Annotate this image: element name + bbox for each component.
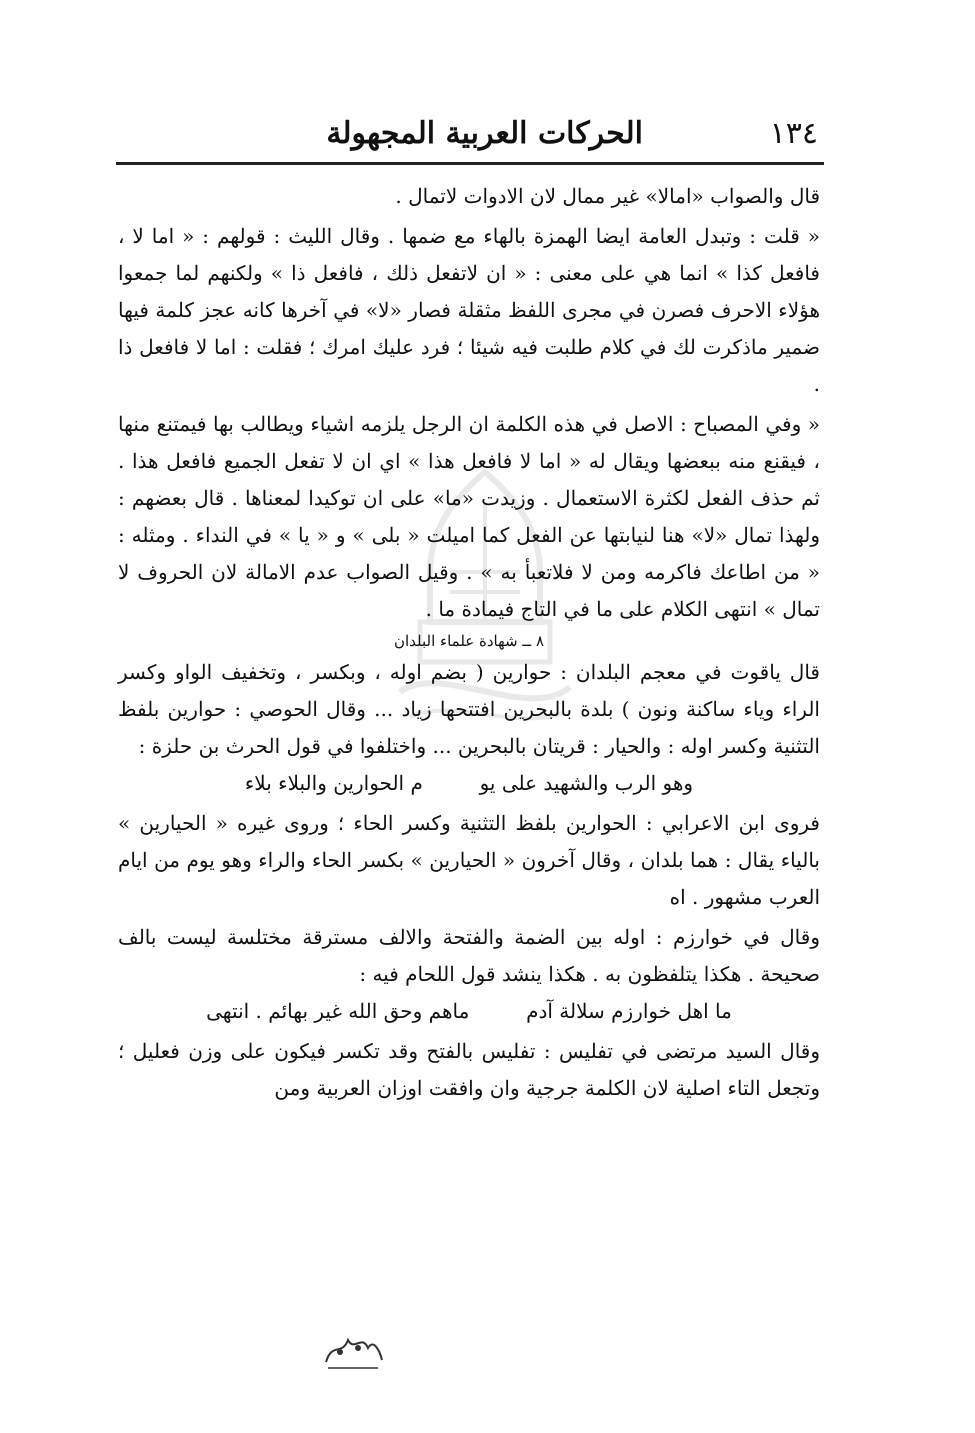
paragraph: فروى ابن الاعرابي : الحوارين بلفظ التثنية وكسر الحاء ؛ وروى غيره « الحيارين » بالياء يقال : هما بلدان ، وقال آخرون « الحيارين » بكسر الحاء والراء وهو يوم من ايام العرب مشهور . اه (118, 811, 820, 909)
running-title: الحركات العربية المجهولة (326, 116, 643, 151)
paragraph: « وفي المصباح : الاصل في هذه الكلمة ان الرجل يلزمه اشياء ويطالب بها فيمتنع منها ، فيقنع منه ببعضها ويقال له « اما لا فافعل هذا » اي ان لا تفعل الجميع فافعل هذا . ثم حذف الفعل لكثرة الاستعمال . وزيدت «ما» على ان توكيدا لمعناها . قال بعضهم : ولهذا تمال «لا» هنا لنيابتها عن الفعل كما اميلت « بلى » و « يا » في النداء . ومثله : « من اطاعك فاكرمه ومن لا فلاتعبأ به » . وقيل الصواب عدم الامالة لان الحروف لا تمال » انتهى الكلام على ما في التاج فيمادة ما . (118, 412, 820, 621)
page-header (118, 112, 818, 156)
paragraph: قال ياقوت في معجم البلدان : حوارين ( بضم اوله ، وبكسر ، وتخفيف الواو وكسر الراء وياء ساكنة ونون ) بلدة بالبحرين افتتحها زياد ... وقال الحوصي : حوارين بلفظ التثنية وكسر اوله : والحيار : قريتان بالبحرين ... واختلفوا في قول الحرث بن حلزة : (118, 660, 820, 758)
ornament-stamp-icon (318, 1322, 388, 1378)
verse-hemistich-2: م الحوارين والبلاء بلاء (244, 771, 423, 795)
paragraph: وقال في خوارزم : اوله بين الضمة والفتحة والالف مسترقة مختلسة ليست بالف صحيحة . هكذا يتلفظون به . هكذا ينشد قول اللحام فيه : (118, 925, 820, 986)
verse-hemistich-2: ماهم وحق الله غير بهائم . انتهى (206, 999, 470, 1023)
poem-verse (118, 993, 820, 1030)
page-body (118, 178, 820, 1107)
verse-hemistich-1: ما اهل خوارزم سلالة آدم (526, 999, 732, 1023)
paragraph: وقال السيد مرتضى في تفليس : تفليس بالفتح وقد تكسر فيكون على وزن فعليل ؛ وتجعل التاء اصلية لان الكلمة جرجية وان وافقت اوزان العربية ومن (118, 1039, 820, 1100)
poem-verse (118, 765, 820, 802)
paragraph: « قلت : وتبدل العامة ايضا الهمزة بالهاء مع ضمها . وقال الليث : قولهم : « اما لا ، فافعل كذا » انما هي على معنى : « ان لاتفعل ذلك ، فافعل ذا » ولكنهم لما جمعوا هؤلاء الاحرف فصرن في مجرى اللفظ مثقلة فصار «لا» في آخرها كانه عجز كلمة فيها ضمير ماذكرت لك في كلام طلبت فيه شيئا ؛ فرد عليك امرك ؛ فقلت : اما لا فافعل ذا . (118, 224, 820, 396)
page-number: ١٣٤ (769, 116, 818, 151)
header-rule (116, 162, 824, 165)
section-heading: ٨ ــ شهادة علماء البلدان (393, 632, 544, 650)
paragraph: قال والصواب «امالا» غير ممال لان الادوات لاتمال . (395, 184, 820, 208)
verse-hemistich-1: وهو الرب والشهيد على يو (479, 771, 694, 795)
